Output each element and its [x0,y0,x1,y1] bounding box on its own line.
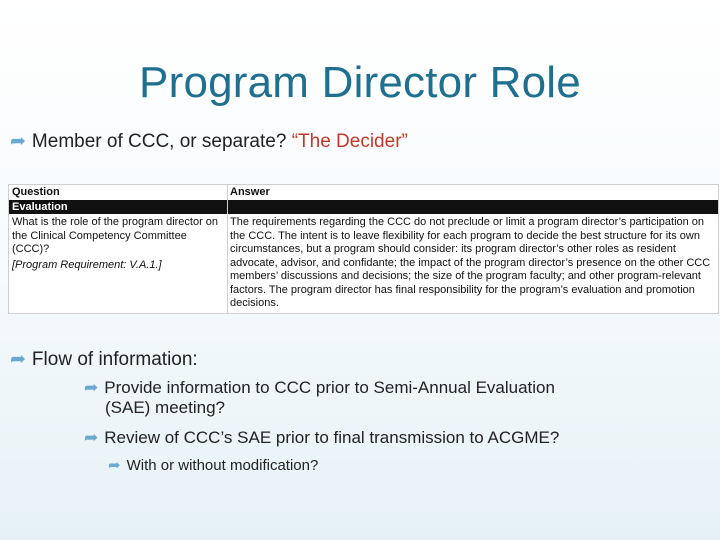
question-text: What is the role of the program director on the Clinical Competency Committee (CCC)? [12,216,219,255]
header-answer: Answer [230,186,270,198]
arrow-bullet-icon: ➦ [10,131,26,152]
sub-bullet-provide-information [84,378,684,418]
arrow-bullet-icon: ➦ [84,378,99,397]
bullet-member-of-ccc [10,130,408,153]
bullet-text: Flow of information: [31,349,198,370]
column-divider [227,185,228,313]
bullet-text: With or without modification? [126,457,319,474]
sub-bullet-review-sae [84,428,559,448]
arrow-bullet-icon: ➦ [84,428,99,447]
sub-sub-bullet-modification [108,456,318,474]
section-band [9,200,718,214]
question-cell [12,216,226,272]
table-header [9,185,718,199]
bullet-text: Member of CCC, or separate? [31,131,287,152]
section-label: Evaluation [12,201,68,213]
arrow-bullet-icon: ➦ [10,349,26,370]
bullet-text-continuation: (SAE) meeting? [105,398,225,417]
decider-quote: “The Decider” [291,131,408,152]
answer-cell: The requirements regarding the CCC do not preclude or limit a program director’s participation on the CCC. The intent is to leave flexibility for each program to decide the best structure for its own circumstances, but a program should consider: its program director’s other roles as resident advocate, advisor, and confidante; the impact of the program director’s presence on the other CCC members’ discussions and decisions; the size of the program faculty; and other program-relevant factors. The program director has final responsibility for the program’s evaluation and promotion decisions. [230,216,711,309]
bullet-text: Provide information to CCC prior to Semi-Annual Evaluation [104,378,555,397]
header-question: Question [12,186,60,198]
program-requirement: [Program Requirement: V.A.1.] [12,258,162,271]
bullet-text: Review of CCC’s SAE prior to final transmission to ACGME? [104,428,560,447]
slide-title: Program Director Role [139,58,581,107]
arrow-bullet-icon: ➦ [108,457,121,474]
bullet-flow-of-information [10,348,198,371]
faq-table-image [8,184,719,314]
